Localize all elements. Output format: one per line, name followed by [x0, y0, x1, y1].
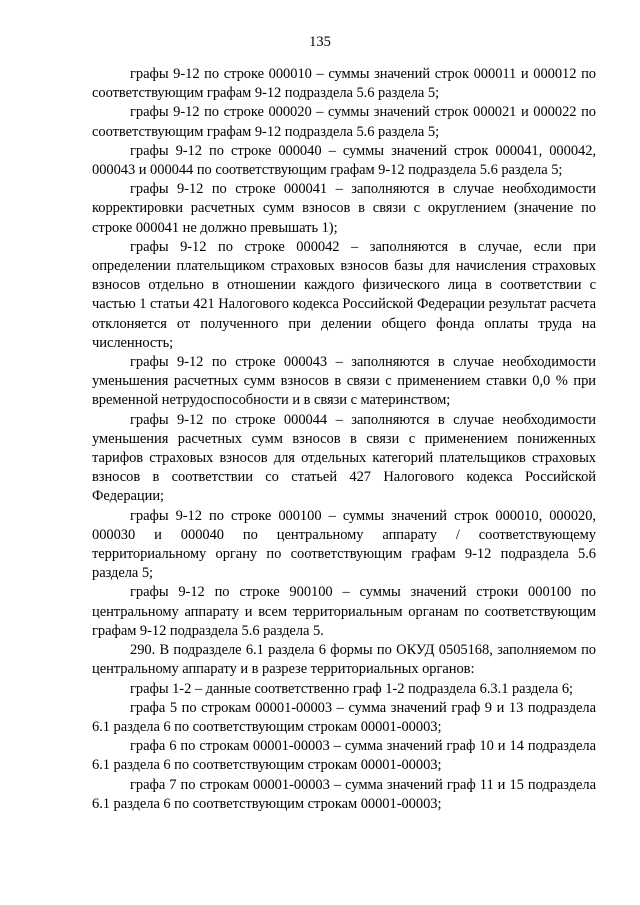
paragraph: графы 9-12 по строке 000020 – суммы значений строк 000021 и 000022 по соответствующим графам 9-12 подраздела 5.6 раздела 5; — [92, 104, 596, 140]
paragraph: 290. В подразделе 6.1 раздела 6 формы по ОКУД 0505168, заполняемом по центральному аппарату и в разрезе территориальных органов: — [92, 642, 596, 678]
paragraph: графы 9-12 по строке 000041 – заполняются в случае необходимости корректировки расчетных сумм взносов в связи с округлением (значение по строке 000041 не должно превышать 1); — [92, 181, 596, 236]
paragraph: графа 6 по строкам 00001-00003 – сумма значений граф 10 и 14 подраздела 6.1 раздела 6 по соответствующим строкам 00001-00003; — [92, 738, 596, 774]
paragraph: графы 1-2 – данные соответственно граф 1-2 подраздела 6.3.1 раздела 6; — [130, 680, 574, 697]
paragraph: графы 9-12 по строке 000040 – суммы значений строк 000041, 000042, 000043 и 000044 по соответствующим графам 9-12 подраздела 5.6 раздела 5; — [92, 142, 596, 179]
paragraph: графы 9-12 по строке 000043 – заполняются в случае необходимости уменьшения расчетных сумм взносов в связи с применением ставки 0,0 % при временной нетрудоспособности и в связи с материнством; — [92, 354, 596, 409]
paragraph: графы 9-12 по строке 000044 – заполняются в случае необходимости уменьшения расчетных сумм взносов в связи с применением пониженных тарифов страховых взносов для отдельных категорий плательщиков страховых взносов в соответствии со статьей 427 Налогового кодекса Российской Федерации; — [92, 411, 596, 505]
paragraph: графы 9-12 по строке 900100 – суммы значений строки 000100 по центральному аппарату и всем территориальным органам по соответствующим графам 9-12 подраздела 5.6 раздела 5. — [92, 584, 596, 639]
paragraph: графы 9-12 по строке 000100 – суммы значений строк 000010, 000020, 000030 и 000040 по центральному аппарату / соответствующему территориальному органу по соответствующим графам 9-12 подраздела 5.6 раздела 5; — [92, 507, 596, 582]
paragraph: графа 5 по строкам 00001-00003 – сумма значений граф 9 и 13 подраздела 6.1 раздела 6 по соответствующим строкам 00001-00003; — [92, 699, 596, 735]
page-number: 135 — [309, 34, 331, 50]
paragraph: графы 9-12 по строке 000010 – суммы значений строк 000011 и 000012 по соответствующим графам 9-12 подраздела 5.6 раздела 5; — [92, 66, 596, 102]
paragraph: графы 9-12 по строке 000042 – заполняются в случае, если при определении плательщиком страховых взносов базы для начисления страховых взносов отдельно в отношении каждого физического лица в соответствии с частью 1 статьи 421 Налогового кодекса Российской Федерации результат расчета отклоняется от полученного при делении общего фонда оплаты труда на численность; — [92, 238, 596, 351]
paragraph: графа 7 по строкам 00001-00003 – сумма значений граф 11 и 15 подраздела 6.1 раздела 6 по соответствующим строкам 00001-00003; — [92, 776, 596, 812]
document-body — [92, 65, 596, 814]
